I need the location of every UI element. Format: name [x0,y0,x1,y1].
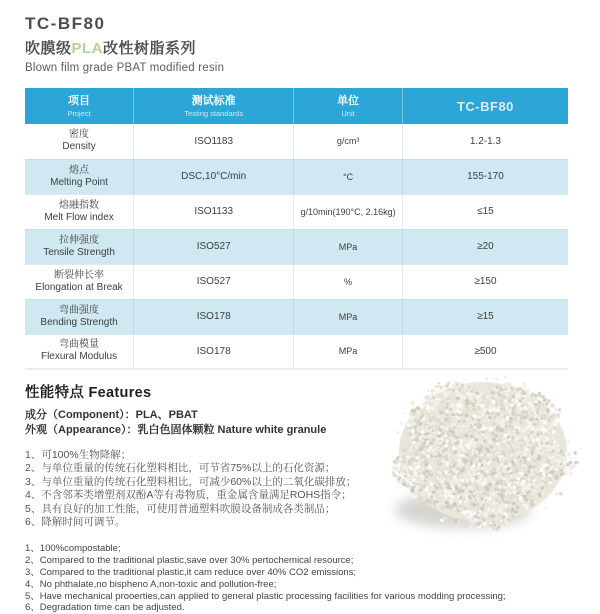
property-cell [25,194,134,229]
property-en: Tensile Strength [43,246,115,258]
col-header-unit-en: Unit [341,108,355,118]
property-cell [25,264,134,299]
unit-cell: MPa [294,229,403,264]
unit-cell: % [294,264,403,299]
unit-cell: MPa [294,334,403,369]
feature-item-cn: 2、与单位重量的传统石化塑料相比，可节省75%以上的石化资源； [25,462,336,475]
table-row [25,124,568,159]
value-cell: ≥500 [402,334,568,369]
value-cell: ≥15 [402,299,568,334]
appearance-line: 外观（Appearance）：乳白色固体颗粒 Nature white granule [25,424,327,436]
table-row [25,229,568,264]
feature-list-cn [25,449,365,529]
granule-image [385,374,585,544]
feature-item-cn: 1、可100%生物降解； [25,449,132,461]
standard-cell: ISO178 [134,299,294,334]
property-cn: 密度 [69,129,90,141]
table-row [25,194,568,229]
property-en: Melting Point [50,176,108,188]
property-en: Elongation at Break [35,281,123,293]
standard-cell: ISO1133 [134,194,294,229]
header-row [25,88,568,124]
table-row [25,159,568,194]
feature-item-cn: 3、与单位重量的传统石化塑料相比，可减少60%以上的二氧化碳排放； [25,475,357,488]
property-cn: 弯曲强度 [59,304,100,316]
property-en: Flexural Modulus [40,351,118,363]
value-cell: ≥20 [402,229,568,264]
value-cell: ≤15 [402,194,568,229]
subtitle-pla-highlight: PLA [71,40,104,57]
col-header-unit [294,88,403,124]
feature-item-cn: 4、不含邻苯类增塑剂双酚A等有毒物质，重金属含量满足ROHS指令； [25,489,352,502]
subtitle-cn-prefix: 吹膜级 [25,40,72,57]
standard-cell: DSC,10°C/min [134,159,294,194]
property-cell [25,159,134,194]
standard-cell: ISO1183 [134,124,294,159]
spec-table-header [25,88,568,124]
property-en: Bending Strength [40,316,118,328]
features-heading: 性能特点 Features [25,385,152,401]
col-header-standards [134,88,294,124]
col-header-standards-en: Testing standards [184,108,244,118]
feature-list-en [25,543,565,614]
feature-item-en: 5、Have mechanical prooerties,can applied to general plastic processing facilities for various modding processing; [25,590,506,602]
standard-cell: ISO527 [134,229,294,264]
unit-cell: °C [294,159,403,194]
spec-table-body [25,124,568,369]
unit-cell: g/cm³ [294,124,403,159]
col-header-unit-cn: 单位 [337,94,360,107]
feature-item-en: 2、Compared to the traditional plastic,save over 30% pertochemical resource; [25,555,354,567]
feature-item-en: 3、Compared to the traditional plastic,it cam reduce over 40% CO2 emissions; [25,567,357,579]
standard-cell: ISO178 [134,334,294,369]
property-en: Melt Flow index [44,211,114,223]
col-header-model-label: TC-BF80 [456,98,514,114]
col-header-model [402,88,568,124]
property-cn: 断裂伸长率 [54,269,105,281]
property-cell [25,124,134,159]
value-cell: ≥150 [402,264,568,299]
subtitle-cn-suffix: 改性树脂系列 [103,40,197,57]
property-cell [25,229,134,264]
property-en: Density [62,141,96,153]
col-header-project-en: Project [67,108,91,118]
feature-item-en: 1、100%compostable; [25,543,121,555]
feature-item-cn: 6、降解时间可调节。 [25,516,126,529]
feature-item-cn: 5、具有良好的加工性能，可使用普通塑料吹膜设备制成各类制品； [25,502,336,515]
table-row [25,334,568,369]
property-cn: 熔点 [69,164,90,176]
table-row [25,264,568,299]
property-cn: 弯曲模量 [59,339,100,351]
spec-table [25,88,568,370]
unit-cell: g/10min(190°C, 2.16kg) [294,194,403,229]
col-header-project-cn: 项目 [68,94,91,107]
col-header-project [25,88,134,124]
component-line: 成分（Component）：PLA、PBAT [25,409,198,421]
property-cn: 熔融指数 [59,199,100,211]
subtitle-cn [25,40,568,58]
property-cn: 拉伸强度 [59,234,100,246]
granule-photo [385,374,585,544]
page-title: TC-BF80 [25,14,106,33]
table-row [25,299,568,334]
value-cell: 155-170 [402,159,568,194]
standard-cell: ISO527 [134,264,294,299]
property-cell [25,334,134,369]
subtitle-en: Blown film grade PBAT modified resin [25,62,225,74]
feature-item-en: 4、No phthalate,no bispheno A,non-toxic and pollution-free; [25,578,277,590]
value-cell: 1.2-1.3 [402,124,568,159]
unit-cell: MPa [294,299,403,334]
property-cell [25,299,134,334]
feature-item-en: 6、Degradation time can be adjusted. [25,602,185,614]
col-header-standards-cn: 测试标准 [191,94,236,107]
